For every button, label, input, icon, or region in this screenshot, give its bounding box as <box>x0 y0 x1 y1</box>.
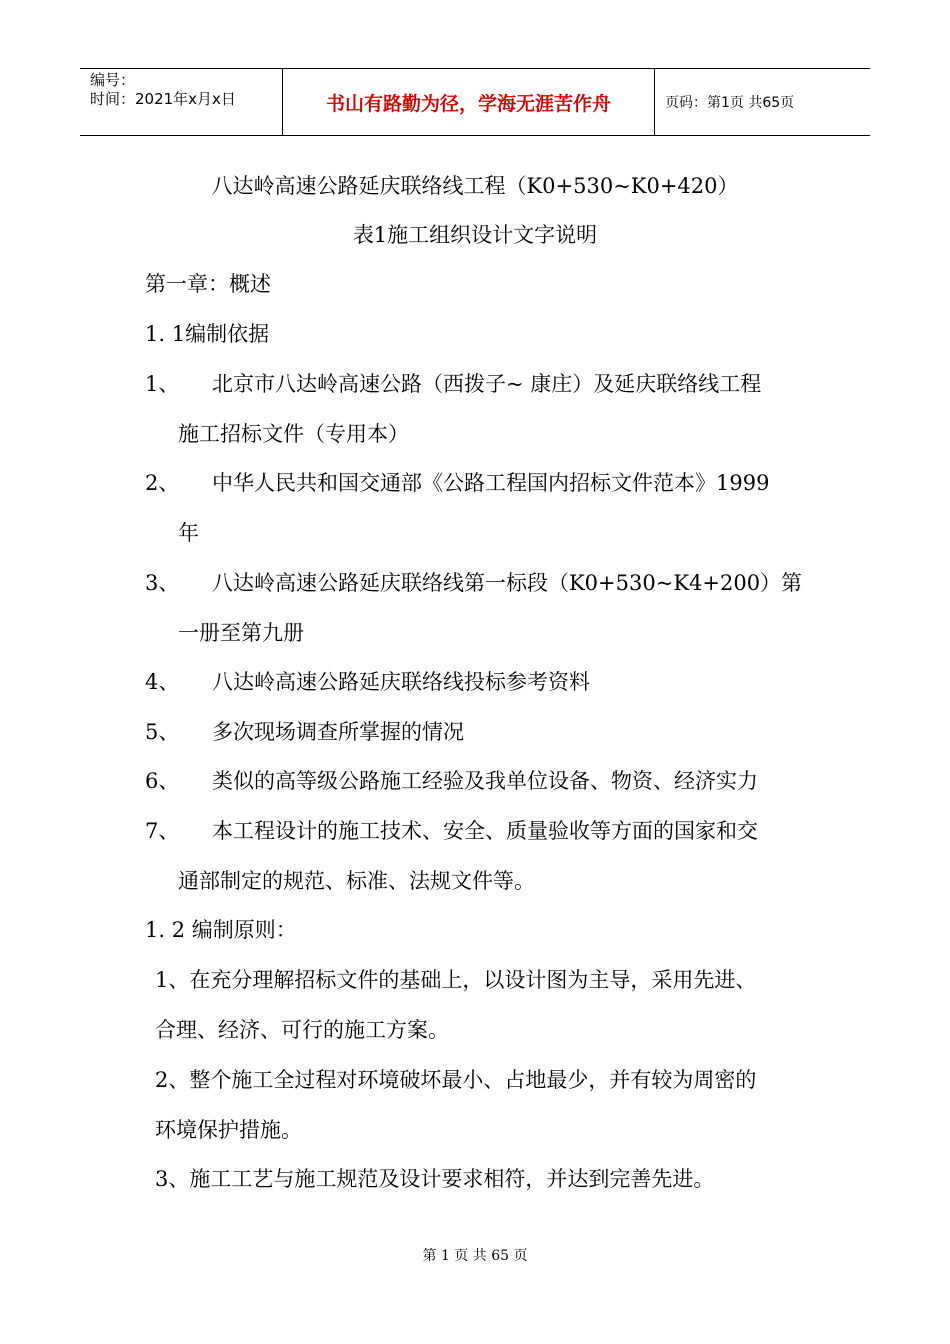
list-item-text: 本工程设计的施工技术、安全、质量验收等方面的国家和交 <box>212 819 758 843</box>
list-item-text: 中华人民共和国交通部《公路工程国内招标文件范本》1999 <box>212 471 770 495</box>
principle-item-text: 3、施工工艺与施工规范及设计要求相符，并达到完善先进。 <box>155 1167 715 1191</box>
list-item-number: 3、 <box>145 571 180 595</box>
section-heading-principles: 1. 2 编制原则： <box>145 918 297 942</box>
document-time-label: 时间：2021年x月x日 <box>90 90 236 108</box>
document-number-label: 编号： <box>90 71 136 89</box>
list-item-text-continued: 通部制定的规范、标准、法规文件等。 <box>178 869 535 893</box>
list-item-text: 多次现场调查所掌握的情况 <box>212 720 464 744</box>
list-item-text-continued: 一册至第九册 <box>178 621 304 645</box>
list-item-text-continued: 施工招标文件（专用本） <box>178 422 409 446</box>
document-title: 八达岭高速公路延庆联络线工程（K0+530~K0+420） <box>211 174 739 198</box>
principle-item-text: 2、整个施工全过程对环境破坏最小、占地最少，并有较为周密的 <box>155 1068 757 1092</box>
list-item-text: 八达岭高速公路延庆联络线投标参考资料 <box>212 670 590 694</box>
list-item-number: 4、 <box>145 670 180 694</box>
header-meta <box>80 69 282 135</box>
list-item-number: 6、 <box>145 769 180 793</box>
header-page-info: 页码：第1页 共65页 <box>665 95 795 111</box>
document-subtitle: 表1施工组织设计文字说明 <box>352 223 598 247</box>
list-item-number: 5、 <box>145 720 180 744</box>
page-footer: 第 1 页 共 65 页 <box>422 1248 528 1264</box>
list-item-number: 7、 <box>145 819 180 843</box>
list-item-text: 北京市八达岭高速公路（西拨子~ 康庄）及延庆联络线工程 <box>212 372 762 396</box>
page-header <box>80 68 870 136</box>
chapter-heading: 第一章：概述 <box>145 272 271 296</box>
section-heading-basis: 1. 1编制依据 <box>145 322 270 346</box>
header-motto: 书山有路勤为径，学海无涯苦作舟 <box>282 69 655 135</box>
list-item-text: 类似的高等级公路施工经验及我单位设备、物资、经济实力 <box>212 769 758 793</box>
principle-item-text-continued: 环境保护措施。 <box>155 1118 302 1142</box>
list-item-text: 八达岭高速公路延庆联络线第一标段（K0+530~K4+200）第 <box>212 571 803 595</box>
principle-item-text: 1、在充分理解招标文件的基础上，以设计图为主导，采用先进、 <box>155 968 757 992</box>
list-item-number: 2、 <box>145 471 180 495</box>
principle-item-text-continued: 合理、经济、可行的施工方案。 <box>155 1018 449 1042</box>
list-item-number: 1、 <box>145 372 180 396</box>
list-item-text-continued: 年 <box>178 521 199 545</box>
